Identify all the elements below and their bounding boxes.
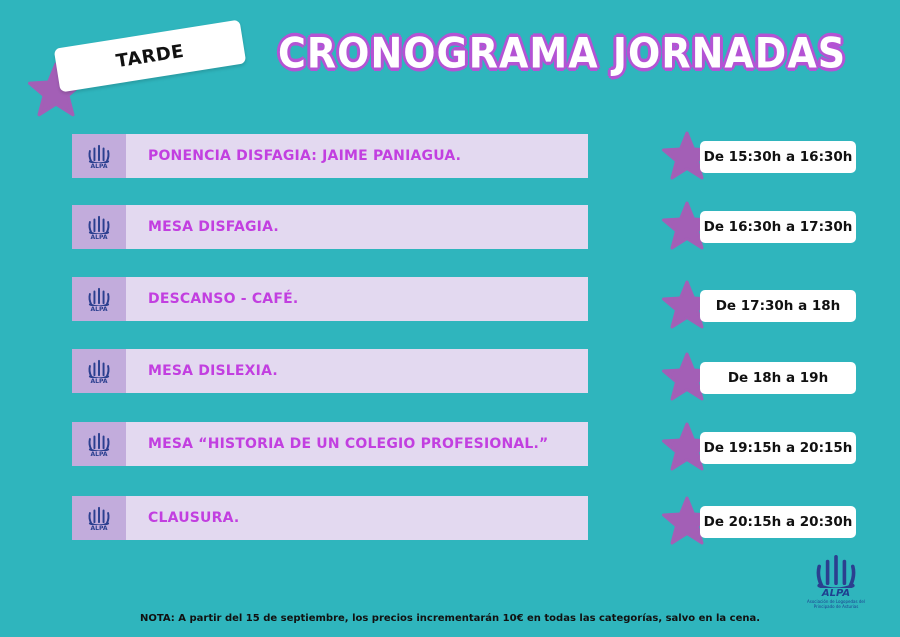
alpa-logo: [806, 552, 866, 626]
schedule-row: [72, 205, 588, 249]
schedule-row: [72, 349, 588, 393]
time-pill: [700, 362, 856, 394]
hand-logo-icon: [86, 431, 112, 451]
page-title: CRONOGRAMA JORNADAS: [278, 29, 847, 78]
row-logo-name: ALPA: [90, 524, 108, 532]
time-pill: [700, 506, 856, 538]
schedule-row: [72, 134, 588, 178]
time-range: De 20:15h a 20:30h: [703, 514, 853, 530]
time-pill: [700, 211, 856, 243]
logo-subtitle: Asociación de Logopedas del Principado de Asturias: [807, 599, 865, 609]
row-logo-name: ALPA: [90, 450, 108, 458]
row-logo: [72, 277, 126, 321]
hand-logo-icon: [86, 505, 112, 525]
time-pill: [700, 141, 856, 173]
row-logo: [72, 134, 126, 178]
schedule-row: [72, 496, 588, 540]
time-pill: [700, 290, 856, 322]
event-title: MESA “HISTORIA DE UN COLEGIO PROFESIONAL.”: [148, 436, 549, 452]
hand-logo-icon: [86, 143, 112, 163]
event-title: PONENCIA DISFAGIA: JAIME PANIAGUA.: [148, 148, 462, 164]
time-range: De 18h a 19h: [727, 370, 829, 386]
time-range: De 16:30h a 17:30h: [703, 219, 853, 235]
row-logo-name: ALPA: [90, 233, 108, 241]
session-tag: [54, 20, 247, 93]
schedule-row: [72, 422, 588, 466]
hand-logo-icon: [86, 286, 112, 306]
row-logo-name: ALPA: [90, 305, 108, 313]
time-range: De 17:30h a 18h: [715, 298, 841, 314]
row-logo-name: ALPA: [90, 162, 108, 170]
hand-logo-icon: [86, 214, 112, 234]
time-range: De 15:30h a 16:30h: [703, 149, 853, 165]
time-pill: [700, 432, 856, 464]
time-range: De 19:15h a 20:15h: [703, 440, 853, 456]
event-title: MESA DISLEXIA.: [148, 363, 278, 379]
row-logo: [72, 349, 126, 393]
event-title: DESCANSO - CAFÉ.: [148, 291, 299, 307]
row-logo-name: ALPA: [90, 377, 108, 385]
schedule-row: [72, 277, 588, 321]
event-title: CLAUSURA.: [148, 510, 240, 526]
footer-note: NOTA: A partir del 15 de septiembre, los precios incrementarán 10€ en todas las categorías, salvo en la cena.: [139, 613, 761, 624]
logo-name: ALPA: [821, 588, 851, 599]
row-logo: [72, 496, 126, 540]
session-tag-label: TARDE: [114, 40, 186, 72]
hand-logo-icon: [812, 552, 860, 588]
hand-logo-icon: [86, 358, 112, 378]
event-title: MESA DISFAGIA.: [148, 219, 279, 235]
row-logo: [72, 422, 126, 466]
row-logo: [72, 205, 126, 249]
